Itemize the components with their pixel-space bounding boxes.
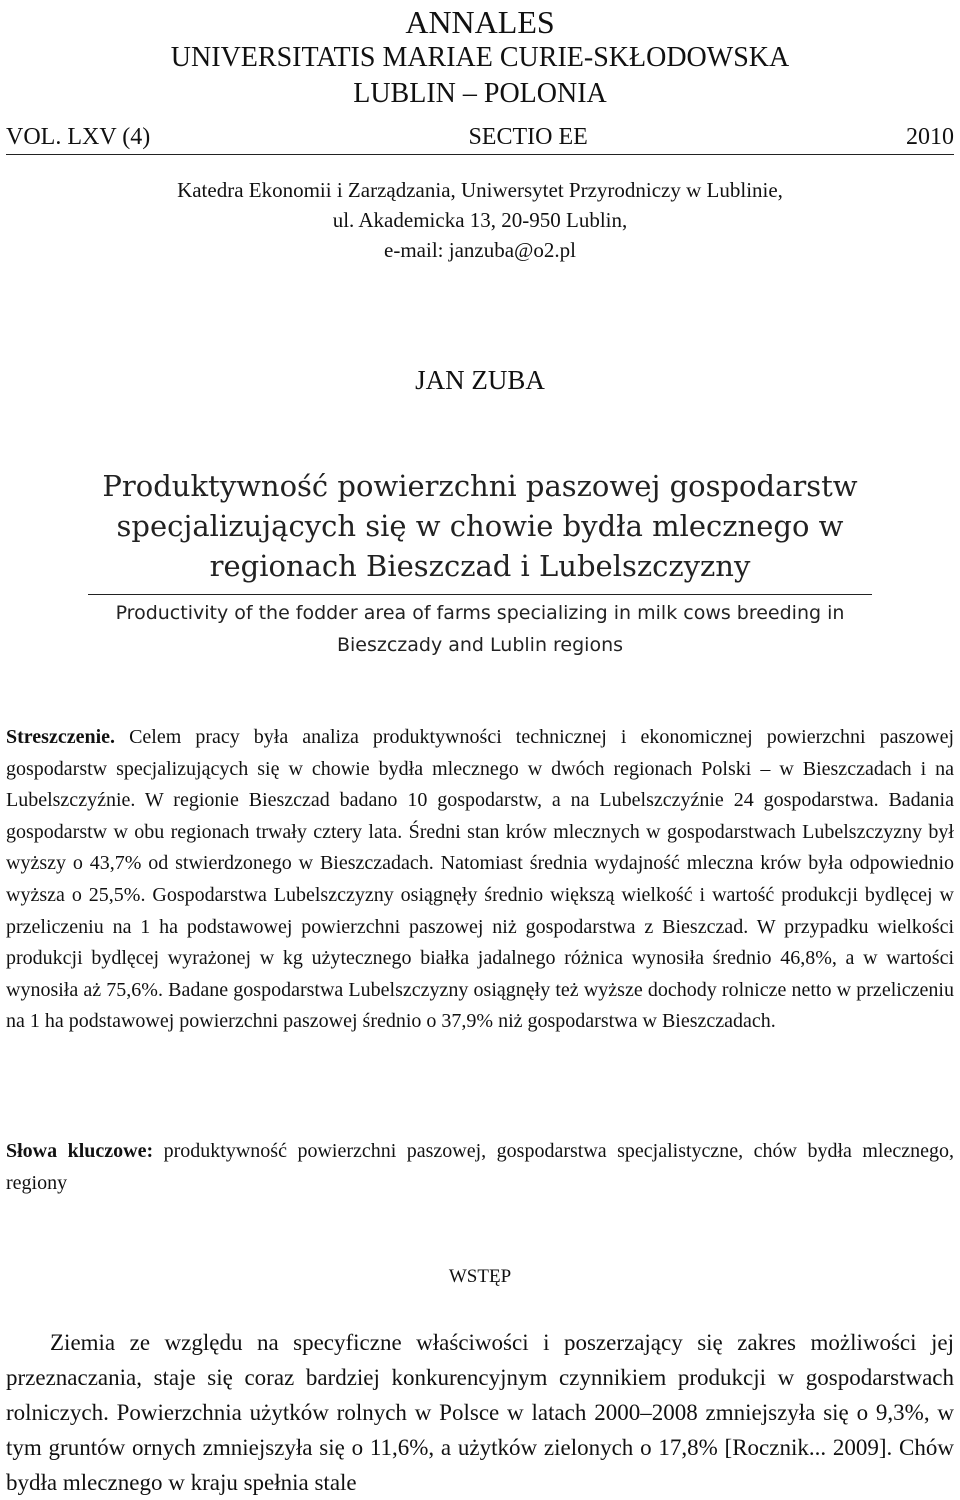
volume-label: VOL. LXV (4)	[6, 124, 151, 150]
paper-title-polish: Produktywność powierzchni paszowej gospodarstw specjalizujących się w chowie bydła mlecznego w regionach Bieszczad i Lubelszczyzny	[102, 469, 858, 583]
section-label: SECTIO EE	[468, 124, 588, 150]
affiliation-line: Katedra Ekonomii i Zarządzania, Uniwersytet Przyrodniczy w Lublinie,	[177, 178, 783, 202]
journal-city: LUBLIN – POLONIA	[353, 78, 607, 109]
year-label: 2010	[906, 124, 954, 150]
section-heading: WSTĘP	[448, 1266, 512, 1287]
intro-paragraph	[6, 1325, 954, 1500]
author-name: JAN ZUBA	[415, 365, 545, 395]
journal-header	[0, 4, 960, 112]
abstract-text: Celem pracy była analiza produktywności technicznej i ekonomicznej powierzchni paszowej gospodarstw specjalizujących się w chowie bydła mlecznego w dwóch regionach Polski – w Bieszczadach i na Lubelszczyźnie. W regionie Bieszczad badano 10 gospodarstw, a na Lubelszczyźnie 24 gospodarstwa. Badania gospodarstw w obu regionach trwały cztery lata. Średni stan krów mlecznych w gospodarstwach Lubelszczyzny był wyższy o 43,7% od stwierdzonego w Bieszczadach. Natomiast średnia wydajność mleczna krów była odpowiednio wyższa o 25,5%. Gospodarstwa Lubelszczyzny osiągnęły średnio większą wielkość i wartość produkcji bydlęcej w przeliczeniu na 1 ha podstawowej powierzchni paszowej niż gospodarstwa z Bieszczad. W przypadku wielkości produkcji bydlęcej wyrażonej w kg użytecznego białka jadalnego różnica wynosiła średnio 46,8%, a w wartości wynosiła aż 75,6%. Badane gospodarstwa Lubelszczyzny osiągnęły też wyższe dochody rolnicze netto w przeliczeniu na 1 ha podstawowej powierzchni paszowej średnio o 37,9% niż gospodarstwa w Bieszczadach.	[6, 726, 955, 1033]
affiliation-address: ul. Akademicka 13, 20-950 Lublin,	[332, 208, 628, 232]
keywords	[6, 1135, 954, 1199]
abstract-label: Streszczenie.	[6, 726, 116, 748]
keywords-text: produktywność powierzchni paszowej, gospodarstwa specjalistyczne, chów bydła mlecznego, regiony	[6, 1140, 954, 1194]
intro-text: Ziemia ze względu na specyficzne właściwości i poszerzający się zakres możliwości jej przeznaczania, staje się coraz bardziej konkurencyjnym czynnikiem produkcji w gospodarstwach rolniczych. Powierzchnia użytków rolnych w Polsce w latach 2000–2008 zmniejszyła się o 9,3%, w tym gruntów ornych zmniejszyła się o 11,6%, a użytków zielonych o 17,8% [Rocznik... 2009]. Chów bydła mlecznego w kraju spełnia stale	[6, 1330, 954, 1495]
journal-university: UNIVERSITATIS MARIAE CURIE-SKŁODOWSKA	[170, 42, 790, 73]
affiliation	[0, 175, 960, 265]
affiliation-email: e-mail: janzuba@o2.pl	[384, 238, 576, 262]
abstract	[6, 722, 954, 1038]
volume-row	[6, 120, 954, 155]
paper-title-english: Productivity of the fodder area of farms specializing in milk cows breeding in Bieszczady and Lublin regions	[115, 602, 845, 656]
title-divider	[88, 594, 872, 595]
keywords-label: Słowa kluczowe:	[6, 1140, 154, 1162]
journal-name: ANNALES	[405, 4, 555, 40]
